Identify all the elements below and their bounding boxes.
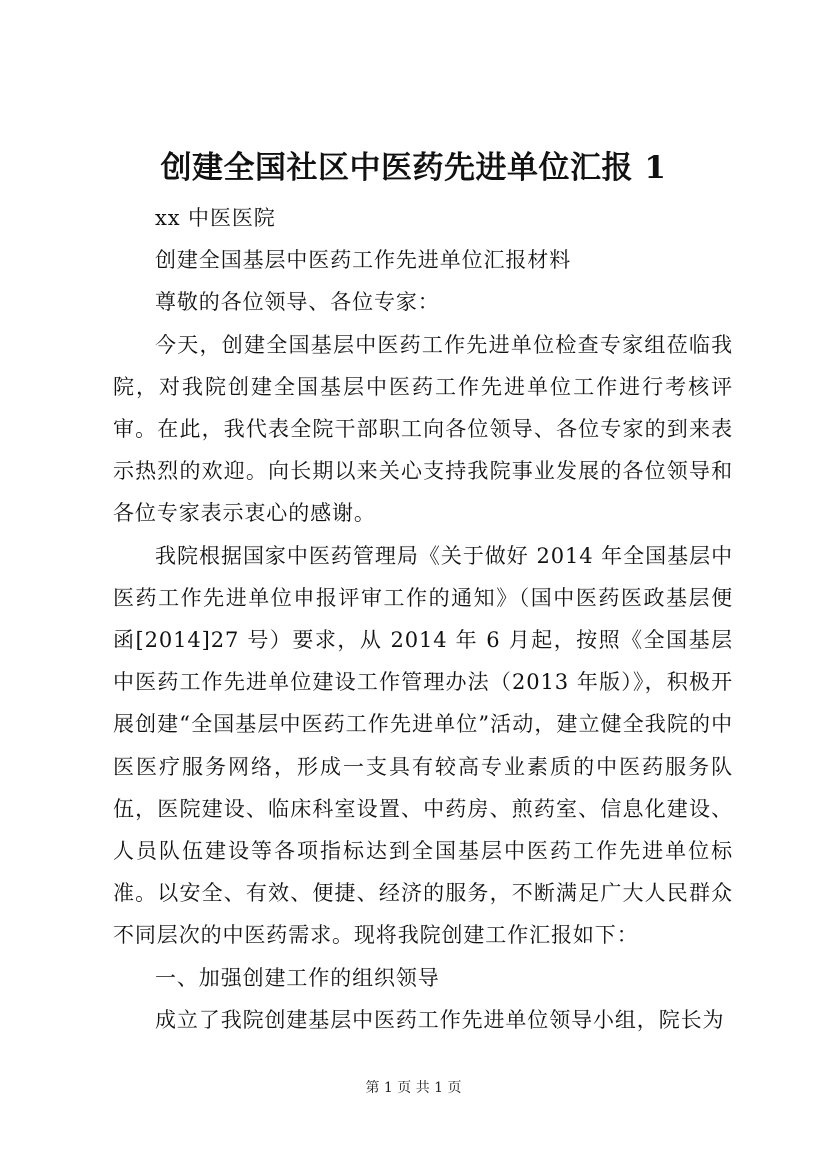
section-heading: 一、加强创建工作的组织领导 xyxy=(155,965,440,990)
document-body xyxy=(113,197,733,1041)
page-footer: 第 1 页 共 1 页 xyxy=(365,1080,462,1096)
document-title: 创建全国社区中医药先进单位汇报 1 xyxy=(160,150,667,186)
salutation: 尊敬的各位领导、各位专家： xyxy=(155,290,440,315)
body-paragraph: 今天，创建全国基层中医药工作先进单位检查专家组莅临我院，对我院创建全国基层中医药工作先进单位工作进行考核评审。在此，我代表全院干部职工向各位领导、各位专家的到来表示热烈的欢迎。向长期以来关心支持我院事业发展的各位领导和各位专家表示衷心的感谢。 xyxy=(113,332,733,526)
body-paragraph: 成立了我院创建基层中医药工作先进单位领导小组，院长为 xyxy=(155,1007,725,1032)
body-paragraph: 我院根据国家中医药管理局《关于做好 2014 年全国基层中医药工作先进单位申报评审工作的通知》（国中医药医政基层便函[2014]27 号）要求，从 2014 年 6 月起，按照《全国基层中医药工作先进单位建设工作管理办法（2013 年版）》，积极开展创建“全国基层中医药工作先进单位”活动，建立健全我院的中医医疗服务网络，形成一支具有较高专业素质的中医药服务队伍，医院建设、临床科室设置、中药房、煎药室、信息化建设、人员队伍建设等各项指标达到全国基层中医药工作先进单位标准。以安全、有效、便捷、经济的服务，不断满足广大人民群众不同层次的中医药需求。现将我院创建工作汇报如下： xyxy=(113,543,733,948)
report-subtitle: 创建全国基层中医药工作先进单位汇报材料 xyxy=(155,248,572,273)
hospital-name: xx 中医医院 xyxy=(155,206,276,230)
